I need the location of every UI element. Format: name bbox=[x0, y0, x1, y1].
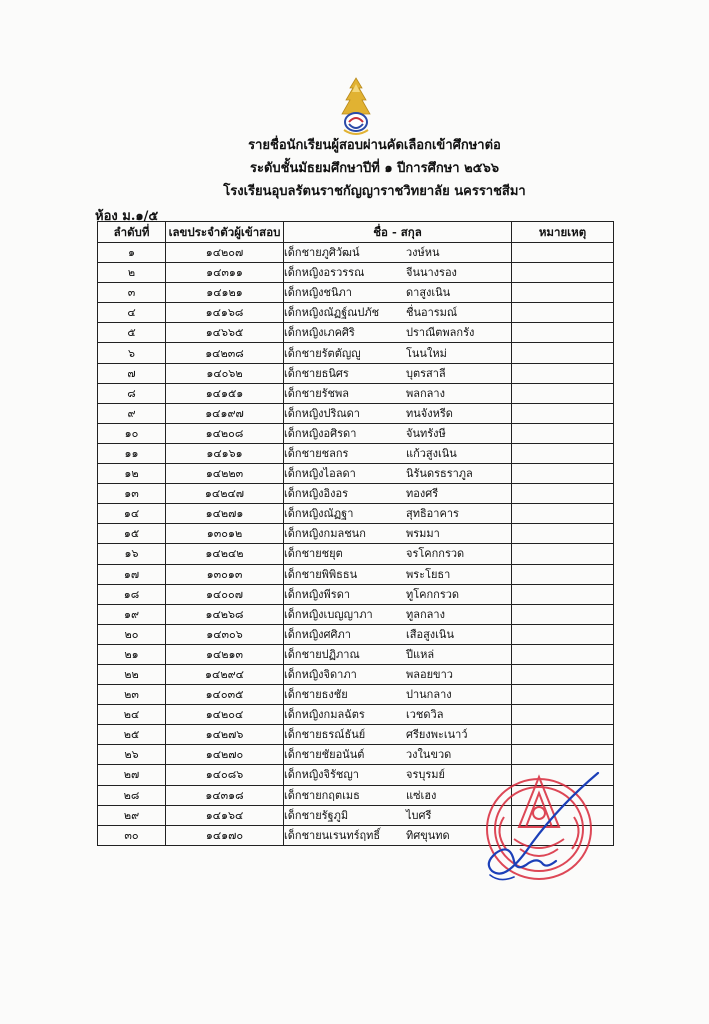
last-name: พลอยขาว bbox=[406, 668, 453, 682]
table-row bbox=[98, 363, 614, 383]
student-name-cell bbox=[284, 584, 512, 604]
row-number-cell: ๑๒ bbox=[98, 464, 166, 484]
row-number-cell: ๔ bbox=[98, 303, 166, 323]
room-label: ห้อง ม.๑/๕ bbox=[95, 209, 159, 224]
table-body bbox=[98, 243, 614, 846]
last-name: จันทรังษี bbox=[406, 426, 446, 440]
remarks-cell bbox=[512, 544, 614, 564]
first-name: เด็กชายธนิศร bbox=[284, 366, 349, 380]
exam-id-cell: ๑๔๒๐๘ bbox=[166, 423, 284, 443]
last-name: แซ่เฮง bbox=[406, 788, 437, 802]
student-name-cell bbox=[284, 243, 512, 263]
row-number-cell: ๓ bbox=[98, 283, 166, 303]
exam-id-cell: ๑๔๓๐๖ bbox=[166, 624, 284, 644]
table-row bbox=[98, 263, 614, 283]
exam-id-cell: ๑๔๐๖๒ bbox=[166, 363, 284, 383]
table-row bbox=[98, 624, 614, 644]
last-name: ทิศขุนทด bbox=[406, 828, 450, 842]
column-header-remarks: หมายเหตุ bbox=[512, 222, 614, 243]
exam-id-cell: ๑๔๑๖๑ bbox=[166, 443, 284, 463]
student-name-cell bbox=[284, 604, 512, 624]
last-name: สุทธิอาคาร bbox=[406, 507, 459, 521]
student-name-cell bbox=[284, 484, 512, 504]
first-name: เด็กชายนเรนทร์ฤทธิ์ bbox=[284, 828, 381, 842]
student-name-cell bbox=[284, 664, 512, 684]
last-name: เสือสูงเนิน bbox=[406, 627, 454, 641]
student-name-cell bbox=[284, 263, 512, 283]
row-number-cell: ๑๔ bbox=[98, 504, 166, 524]
last-name: ศรียงพะเนาว์ bbox=[406, 728, 468, 742]
first-name: เด็กชายธงชัย bbox=[284, 688, 348, 702]
remarks-cell bbox=[512, 664, 614, 684]
exam-id-cell: ๑๔๒๙๔ bbox=[166, 664, 284, 684]
row-number-cell: ๑ bbox=[98, 243, 166, 263]
row-number-cell: ๒๖ bbox=[98, 745, 166, 765]
first-name: เด็กหญิงชนิภา bbox=[284, 286, 352, 300]
remarks-cell bbox=[512, 705, 614, 725]
table-row bbox=[98, 604, 614, 624]
table-row bbox=[98, 283, 614, 303]
row-number-cell: ๙ bbox=[98, 403, 166, 423]
student-roster-table bbox=[97, 221, 614, 846]
student-name-cell bbox=[284, 283, 512, 303]
title-line-3: โรงเรียนอุบลรัตนราชกัญญาราชวิทยาลัย นครราชสีมา bbox=[223, 184, 526, 199]
exam-id-cell: ๑๔๑๕๑ bbox=[166, 383, 284, 403]
last-name: ดาสูงเนิน bbox=[406, 286, 451, 300]
title-line-1: รายชื่อนักเรียนผู้สอบผ่านคัดเลือกเข้าศึกษาต่อ bbox=[248, 138, 501, 153]
remarks-cell bbox=[512, 243, 614, 263]
remarks-cell bbox=[512, 423, 614, 443]
remarks-cell bbox=[512, 644, 614, 664]
row-number-cell: ๒ bbox=[98, 263, 166, 283]
first-name: เด็กหญิงอศิรดา bbox=[284, 426, 357, 440]
row-number-cell: ๒๑ bbox=[98, 644, 166, 664]
first-name: เด็กหญิงจิรัชญา bbox=[284, 768, 359, 782]
table-row bbox=[98, 484, 614, 504]
table-row bbox=[98, 343, 614, 363]
row-number-cell: ๑๕ bbox=[98, 524, 166, 544]
first-name: เด็กหญิงกมลชนก bbox=[284, 527, 366, 541]
table-row bbox=[98, 564, 614, 584]
signature-mark bbox=[470, 765, 610, 895]
last-name: ปราณีตพลกรัง bbox=[406, 326, 475, 340]
remarks-cell bbox=[512, 283, 614, 303]
first-name: เด็กชายชยุต bbox=[284, 547, 343, 561]
exam-id-cell: ๑๔๑๖๘ bbox=[166, 303, 284, 323]
remarks-cell bbox=[512, 584, 614, 604]
exam-id-cell: ๑๔๒๖๘ bbox=[166, 604, 284, 624]
first-name: เด็กหญิงพีรดา bbox=[284, 587, 351, 601]
table-row bbox=[98, 464, 614, 484]
last-name: พลกลาง bbox=[406, 386, 445, 400]
row-number-cell: ๒๗ bbox=[98, 765, 166, 785]
first-name: เด็กหญิงเบญญาภา bbox=[284, 607, 373, 621]
exam-id-cell: ๑๔๐๓๕ bbox=[166, 685, 284, 705]
student-name-cell bbox=[284, 303, 512, 323]
table-row bbox=[98, 544, 614, 564]
student-name-cell bbox=[284, 524, 512, 544]
row-number-cell: ๒๒ bbox=[98, 664, 166, 684]
student-name-cell bbox=[284, 383, 512, 403]
student-name-cell bbox=[284, 504, 512, 524]
remarks-cell bbox=[512, 323, 614, 343]
exam-id-cell: ๑๔๖๖๕ bbox=[166, 323, 284, 343]
first-name: เด็กหญิงจิดาภา bbox=[284, 668, 357, 682]
first-name: เด็กหญิงไอลดา bbox=[284, 467, 356, 481]
last-name: วงในขวด bbox=[406, 748, 452, 762]
exam-id-cell: ๑๔๒๐๔ bbox=[166, 705, 284, 725]
first-name: เด็กหญิงณัฏฐ์ณปภัช bbox=[284, 306, 380, 320]
row-number-cell: ๑๙ bbox=[98, 604, 166, 624]
remarks-cell bbox=[512, 443, 614, 463]
remarks-cell bbox=[512, 564, 614, 584]
first-name: เด็กหญิงศศิภา bbox=[284, 627, 351, 641]
last-name: ทองศรี bbox=[406, 487, 439, 501]
last-name: โนนใหม่ bbox=[406, 346, 447, 360]
last-name: จรโคกกรวด bbox=[406, 547, 465, 561]
first-name: เด็กชายรัฐภูมิ bbox=[284, 808, 349, 822]
row-number-cell: ๑๑ bbox=[98, 443, 166, 463]
row-number-cell: ๕ bbox=[98, 323, 166, 343]
row-number-cell: ๒๐ bbox=[98, 624, 166, 644]
student-name-cell bbox=[284, 363, 512, 383]
remarks-cell bbox=[512, 383, 614, 403]
table-row bbox=[98, 685, 614, 705]
table-row bbox=[98, 725, 614, 745]
student-name-cell bbox=[284, 685, 512, 705]
table-row bbox=[98, 524, 614, 544]
first-name: เด็กหญิงอิงอร bbox=[284, 487, 349, 501]
row-number-cell: ๒๙ bbox=[98, 805, 166, 825]
remarks-cell bbox=[512, 624, 614, 644]
exam-id-cell: ๑๔๒๔๒ bbox=[166, 544, 284, 564]
remarks-cell bbox=[512, 363, 614, 383]
last-name: ทนจังหรีด bbox=[406, 406, 453, 420]
last-name: จีนนางรอง bbox=[406, 266, 457, 280]
last-name: จรบุรมย์ bbox=[406, 768, 445, 782]
exam-id-cell: ๑๔๐๘๖ bbox=[166, 765, 284, 785]
first-name: เด็กหญิงเภคศิริ bbox=[284, 326, 355, 340]
row-number-cell: ๓๐ bbox=[98, 825, 166, 845]
exam-id-cell: ๑๔๒๔๗ bbox=[166, 484, 284, 504]
row-number-cell: ๖ bbox=[98, 343, 166, 363]
exam-id-cell: ๑๓๐๑๓ bbox=[166, 564, 284, 584]
student-name-cell bbox=[284, 443, 512, 463]
student-name-cell bbox=[284, 544, 512, 564]
remarks-cell bbox=[512, 484, 614, 504]
table-row bbox=[98, 664, 614, 684]
student-name-cell bbox=[284, 343, 512, 363]
remarks-cell bbox=[512, 685, 614, 705]
exam-id-cell: ๑๔๒๗๑ bbox=[166, 504, 284, 524]
exam-id-cell: ๑๔๑๖๔ bbox=[166, 805, 284, 825]
row-number-cell: ๘ bbox=[98, 383, 166, 403]
table-row bbox=[98, 243, 614, 263]
last-name: บุตรสาลี bbox=[406, 366, 446, 380]
remarks-cell bbox=[512, 725, 614, 745]
table-header-row bbox=[98, 222, 614, 243]
first-name: เด็กชายรัตตัญญู bbox=[284, 346, 361, 360]
student-name-cell bbox=[284, 564, 512, 584]
first-name: เด็กชายภูศิวัฒน์ bbox=[284, 246, 360, 260]
first-name: เด็กชายพิพิธธน bbox=[284, 567, 358, 581]
row-number-cell: ๒๘ bbox=[98, 785, 166, 805]
remarks-cell bbox=[512, 464, 614, 484]
first-name: เด็กชายชลกร bbox=[284, 446, 349, 460]
remarks-cell bbox=[512, 604, 614, 624]
student-name-cell bbox=[284, 423, 512, 443]
table-row bbox=[98, 443, 614, 463]
remarks-cell bbox=[512, 524, 614, 544]
student-name-cell bbox=[284, 644, 512, 664]
last-name: ปานกลาง bbox=[406, 688, 452, 702]
first-name: เด็กหญิงกมลฉัตร bbox=[284, 708, 365, 722]
row-number-cell: ๒๕ bbox=[98, 725, 166, 745]
first-name: เด็กหญิงณัฏฐา bbox=[284, 507, 354, 521]
remarks-cell bbox=[512, 263, 614, 283]
table-row bbox=[98, 504, 614, 524]
exam-id-cell: ๑๔๒๑๓ bbox=[166, 644, 284, 664]
column-header-exam-id: เลขประจำตัวผู้เข้าสอบ bbox=[166, 222, 284, 243]
first-name: เด็กชายรัชพล bbox=[284, 386, 350, 400]
last-name: ชื่นอารมณ์ bbox=[406, 306, 458, 320]
first-name: เด็กหญิงอรวรรณ bbox=[284, 266, 365, 280]
table-row bbox=[98, 303, 614, 323]
exam-id-cell: ๑๔๓๑๘ bbox=[166, 785, 284, 805]
last-name: นิรันดรธราภูล bbox=[406, 467, 473, 481]
exam-id-cell: ๑๔๒๐๗ bbox=[166, 243, 284, 263]
exam-id-cell: ๑๔๒๒๓ bbox=[166, 464, 284, 484]
table-row bbox=[98, 403, 614, 423]
table-row bbox=[98, 705, 614, 725]
last-name: ไบศรี bbox=[406, 808, 432, 822]
school-emblem-icon bbox=[336, 76, 376, 138]
last-name: พรมมา bbox=[406, 527, 440, 541]
row-number-cell: ๒๔ bbox=[98, 705, 166, 725]
last-name: ปีแหล่ bbox=[406, 647, 435, 661]
exam-id-cell: ๑๔๒๗๐ bbox=[166, 745, 284, 765]
first-name: เด็กชายปฏิภาณ bbox=[284, 647, 360, 661]
student-name-cell bbox=[284, 464, 512, 484]
last-name: เวชดวิล bbox=[406, 708, 444, 722]
first-name: เด็กชายกฤตเมธ bbox=[284, 788, 360, 802]
exam-id-cell: ๑๔๒๓๘ bbox=[166, 343, 284, 363]
remarks-cell bbox=[512, 303, 614, 323]
first-name: เด็กหญิงปริณดา bbox=[284, 406, 360, 420]
exam-id-cell: ๑๔๓๑๑ bbox=[166, 263, 284, 283]
document-header bbox=[0, 134, 709, 203]
row-number-cell: ๑๓ bbox=[98, 484, 166, 504]
first-name: เด็กชายธรณ์ธันย์ bbox=[284, 728, 366, 742]
table-row bbox=[98, 423, 614, 443]
row-number-cell: ๑๐ bbox=[98, 423, 166, 443]
student-name-cell bbox=[284, 323, 512, 343]
row-number-cell: ๗ bbox=[98, 363, 166, 383]
column-header-name: ชื่อ - สกุล bbox=[284, 222, 512, 243]
table-row bbox=[98, 584, 614, 604]
first-name: เด็กชายชัยอนันต์ bbox=[284, 748, 365, 762]
last-name: แก้วสูงเนิน bbox=[406, 446, 457, 460]
row-number-cell: ๑๘ bbox=[98, 584, 166, 604]
row-number-cell: ๑๗ bbox=[98, 564, 166, 584]
student-name-cell bbox=[284, 624, 512, 644]
row-number-cell: ๑๖ bbox=[98, 544, 166, 564]
exam-id-cell: ๑๓๐๑๒ bbox=[166, 524, 284, 544]
remarks-cell bbox=[512, 343, 614, 363]
table-row bbox=[98, 644, 614, 664]
table-row bbox=[98, 323, 614, 343]
exam-id-cell: ๑๔๐๐๗ bbox=[166, 584, 284, 604]
column-header-number: ลำดับที่ bbox=[98, 222, 166, 243]
exam-id-cell: ๑๔๒๗๖ bbox=[166, 725, 284, 745]
exam-id-cell: ๑๔๑๒๑ bbox=[166, 283, 284, 303]
remarks-cell bbox=[512, 403, 614, 423]
student-name-cell bbox=[284, 705, 512, 725]
last-name: ทูลกลาง bbox=[406, 607, 445, 621]
exam-id-cell: ๑๔๑๗๐ bbox=[166, 825, 284, 845]
student-name-cell bbox=[284, 725, 512, 745]
title-line-2: ระดับชั้นมัธยมศึกษาปีที่ ๑ ปีการศึกษา ๒๕๖๖ bbox=[249, 161, 499, 176]
row-number-cell: ๒๓ bbox=[98, 685, 166, 705]
remarks-cell bbox=[512, 504, 614, 524]
exam-id-cell: ๑๔๑๙๗ bbox=[166, 403, 284, 423]
table-row bbox=[98, 383, 614, 403]
last-name: วงษ์หน bbox=[406, 246, 440, 260]
last-name: พระโยธา bbox=[406, 567, 451, 581]
last-name: ทูโคกกรวด bbox=[406, 587, 460, 601]
student-name-cell bbox=[284, 403, 512, 423]
